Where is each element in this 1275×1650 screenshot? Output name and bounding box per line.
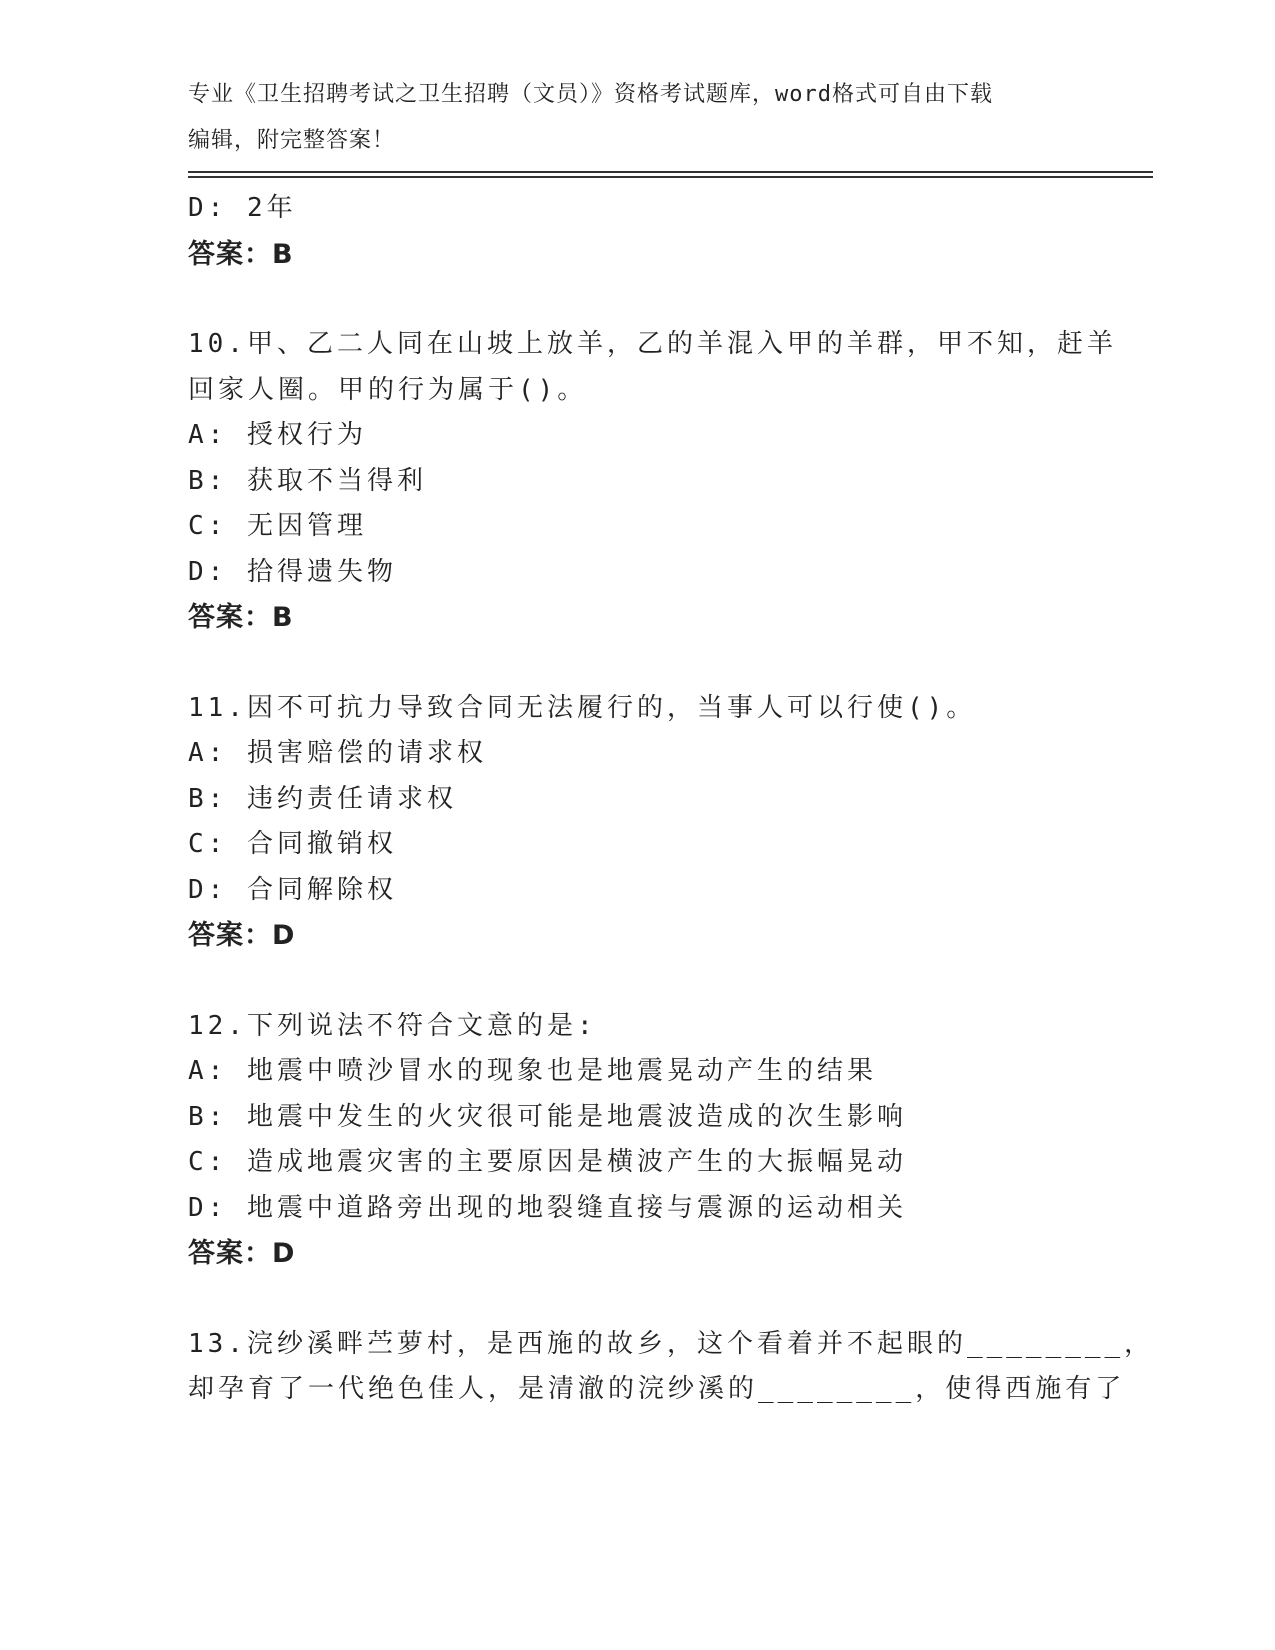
document-header <box>188 72 1088 163</box>
question-list <box>188 186 1155 1413</box>
header-line-2: 编辑，附完整答案！ <box>188 127 396 153</box>
option-b: B: 获取不当得利 <box>188 465 427 496</box>
option-d: D: 拾得遗失物 <box>188 556 397 587</box>
header-rule-top <box>188 171 1153 173</box>
answer: 答案：D <box>188 1238 296 1269</box>
answer: 答案：B <box>188 238 294 270</box>
previous-question-tail <box>188 186 1088 277</box>
option-c: C: 合同撤销权 <box>188 829 397 859</box>
option-a: A: 授权行为 <box>188 420 367 450</box>
option-c: C: 造成地震灾害的主要原因是横波产生的大振幅晃动 <box>188 1147 907 1177</box>
question-stem-line: 13.浣纱溪畔苎萝村，是西施的故乡，这个看着并不起眼的________， <box>188 1328 1155 1359</box>
option-d: D: 地震中道路旁出现的地裂缝直接与震源的运动相关 <box>188 1192 907 1223</box>
question-10 <box>188 322 1117 641</box>
question-12 <box>188 1004 1088 1277</box>
question-stem-line: 11.因不可抗力导致合同无法履行的，当事人可以行使()。 <box>188 692 977 723</box>
answer: 答案：D <box>188 920 296 951</box>
option-b: B: 违约责任请求权 <box>188 783 457 814</box>
question-stem-line: 10.甲、乙二人同在山坡上放羊，乙的羊混入甲的羊群，甲不知，赶羊 <box>188 329 1117 359</box>
answer: 答案：B <box>188 602 294 633</box>
question-13 <box>188 1322 1155 1413</box>
option-c: C: 无因管理 <box>188 511 367 541</box>
question-11 <box>188 686 1088 959</box>
header-line-1: 专业《卫生招聘考试之卫生招聘（文员）》资格考试题库，word格式可自由下载 <box>188 82 993 107</box>
option-a: A: 地震中喷沙冒水的现象也是地震晃动产生的结果 <box>188 1056 877 1086</box>
option-d: D: 2年 <box>188 193 297 223</box>
question-stem-line: 回家人圈。甲的行为属于()。 <box>188 374 588 405</box>
question-stem-line: 却孕育了一代绝色佳人，是清澈的浣纱溪的________，使得西施有了 <box>188 1374 1126 1404</box>
option-b: B: 地震中发生的火灾很可能是地震波造成的次生影响 <box>188 1101 907 1132</box>
option-a: A: 损害赔偿的请求权 <box>188 738 487 768</box>
option-d: D: 合同解除权 <box>188 874 397 905</box>
question-stem-line: 12.下列说法不符合文意的是: <box>188 1010 597 1041</box>
header-rule-bottom <box>188 176 1153 178</box>
